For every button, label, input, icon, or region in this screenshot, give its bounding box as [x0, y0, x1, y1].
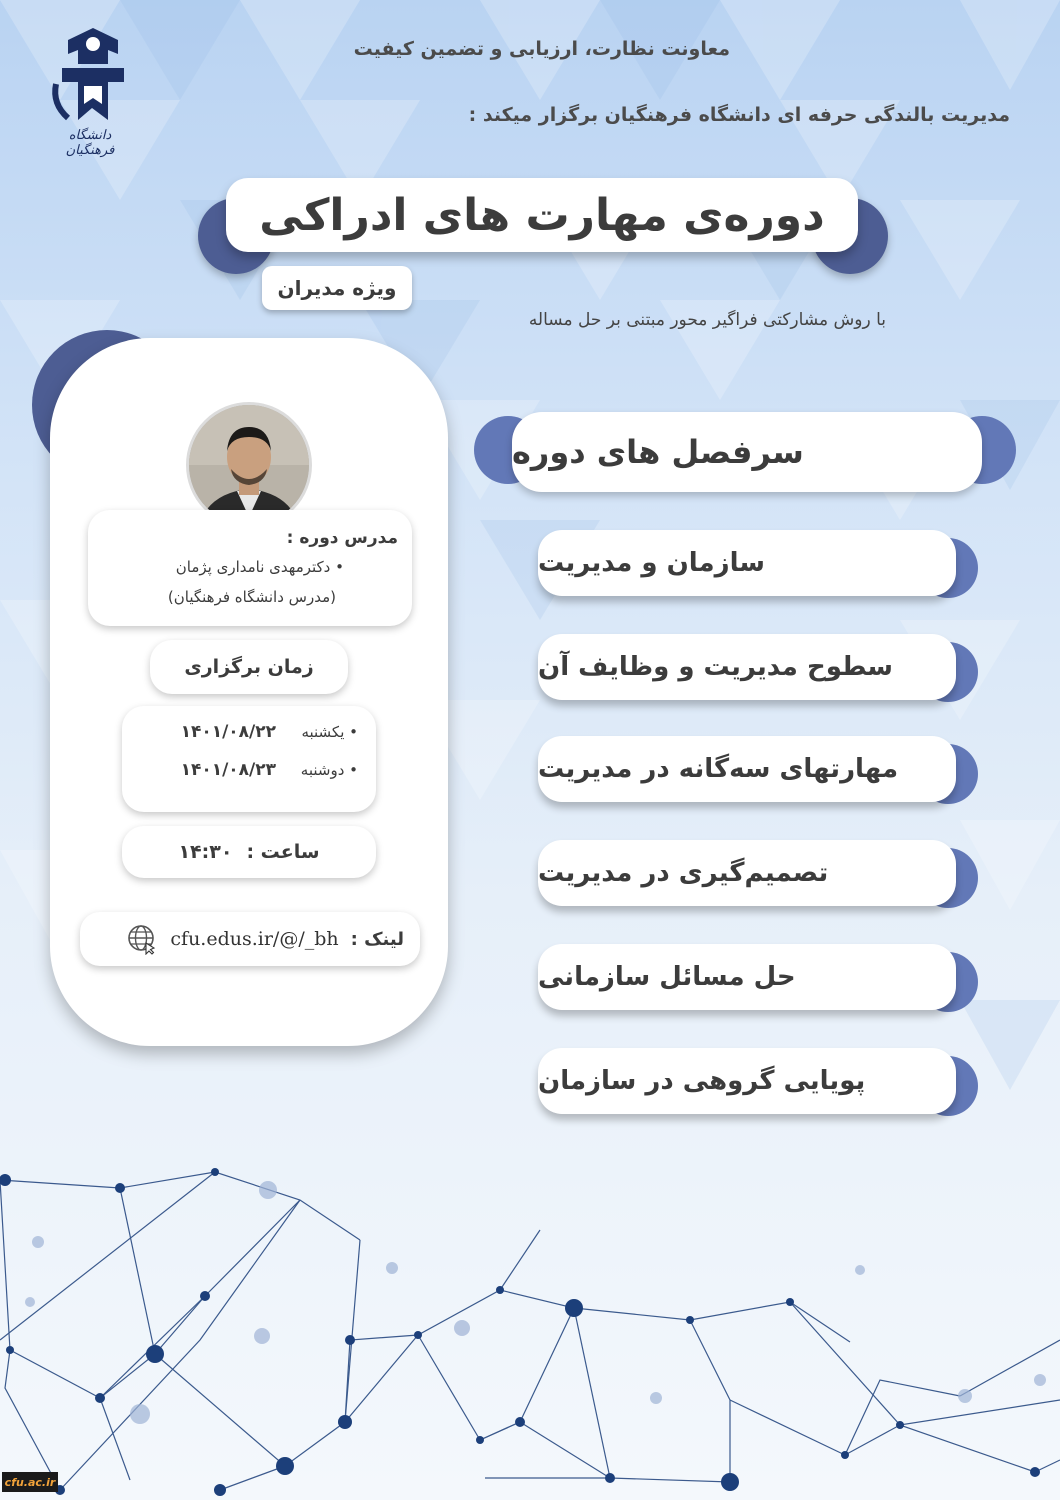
course-title: دوره‌ی مهارت های ادراکی [259, 189, 825, 241]
session-date: ۱۴۰۱/۰۸/۲۳ [180, 760, 276, 780]
topic-item [538, 944, 978, 1010]
course-method: با روش مشارکتی فراگیر محور مبتنی بر حل مساله [528, 310, 886, 330]
instructor-name-text: دکترمهدی نامداری پژمان [175, 558, 331, 576]
audience-badge: ویژه مدیران [262, 266, 412, 310]
link-url[interactable]: cfu.edus.ir/@/_bh [170, 928, 339, 950]
course-link[interactable] [80, 912, 420, 966]
schedule-dates [122, 706, 376, 812]
instructor-affiliation: (مدرس دانشگاه فرهنگیان) [167, 588, 336, 606]
network-decoration [0, 1160, 1060, 1500]
topic-label: حل مسائل سازمانی [538, 944, 956, 1010]
header-line-2: مدیریت بالندگی حرفه ای دانشگاه فرهنگیان برگزار میکند : [468, 104, 1010, 126]
globe-icon [126, 923, 158, 955]
instructor-name: • دکترمهدی نامداری پژمان [175, 558, 344, 576]
session-day-text: دوشنبه [300, 761, 345, 779]
topic-item [538, 736, 978, 802]
logo-emblem-icon [48, 24, 138, 128]
instructor-heading: مدرس دوره : [286, 528, 398, 548]
session-row [140, 722, 358, 742]
topic-label: سطوح مدیریت و وظایف آن [538, 634, 956, 700]
course-title-banner [198, 178, 890, 274]
session-day: • یکشنبه [301, 723, 358, 741]
session-day-text: یکشنبه [301, 723, 345, 741]
topic-label: مهارتهای سه‌گانه در مدیریت [538, 736, 956, 802]
university-logo [48, 24, 138, 158]
watermark: cfu.ac.ir [2, 1472, 58, 1492]
hour-label: ساعت : [246, 841, 320, 863]
session-date: ۱۴۰۱/۰۸/۲۲ [180, 722, 276, 742]
syllabus-header [474, 412, 1018, 496]
topic-label: سازمان و مدیریت [538, 530, 956, 596]
session-row [140, 760, 358, 780]
syllabus-heading: سرفصل های دوره [512, 412, 982, 492]
session-day: • دوشنبه [300, 761, 358, 779]
topic-item [538, 840, 978, 906]
instructor-box [88, 510, 412, 626]
topic-item [538, 1048, 978, 1114]
topic-label: تصمیم‌گیری در مدیریت [538, 840, 956, 906]
course-title-box [226, 178, 858, 252]
topic-item [538, 634, 978, 700]
header-line-1: معاونت نظارت، ارزیابی و تضمین کیفیت [353, 38, 730, 60]
link-label: لینک : [350, 928, 404, 950]
logo-caption: دانشگاه فرهنگیان [65, 128, 115, 158]
hour-value: ۱۴:۳۰ [178, 841, 233, 863]
session-hour [122, 826, 376, 878]
topic-item [538, 530, 978, 596]
schedule-title: زمان برگزاری [150, 640, 348, 694]
topic-label: پویایی گروهی در سازمان [538, 1048, 956, 1114]
